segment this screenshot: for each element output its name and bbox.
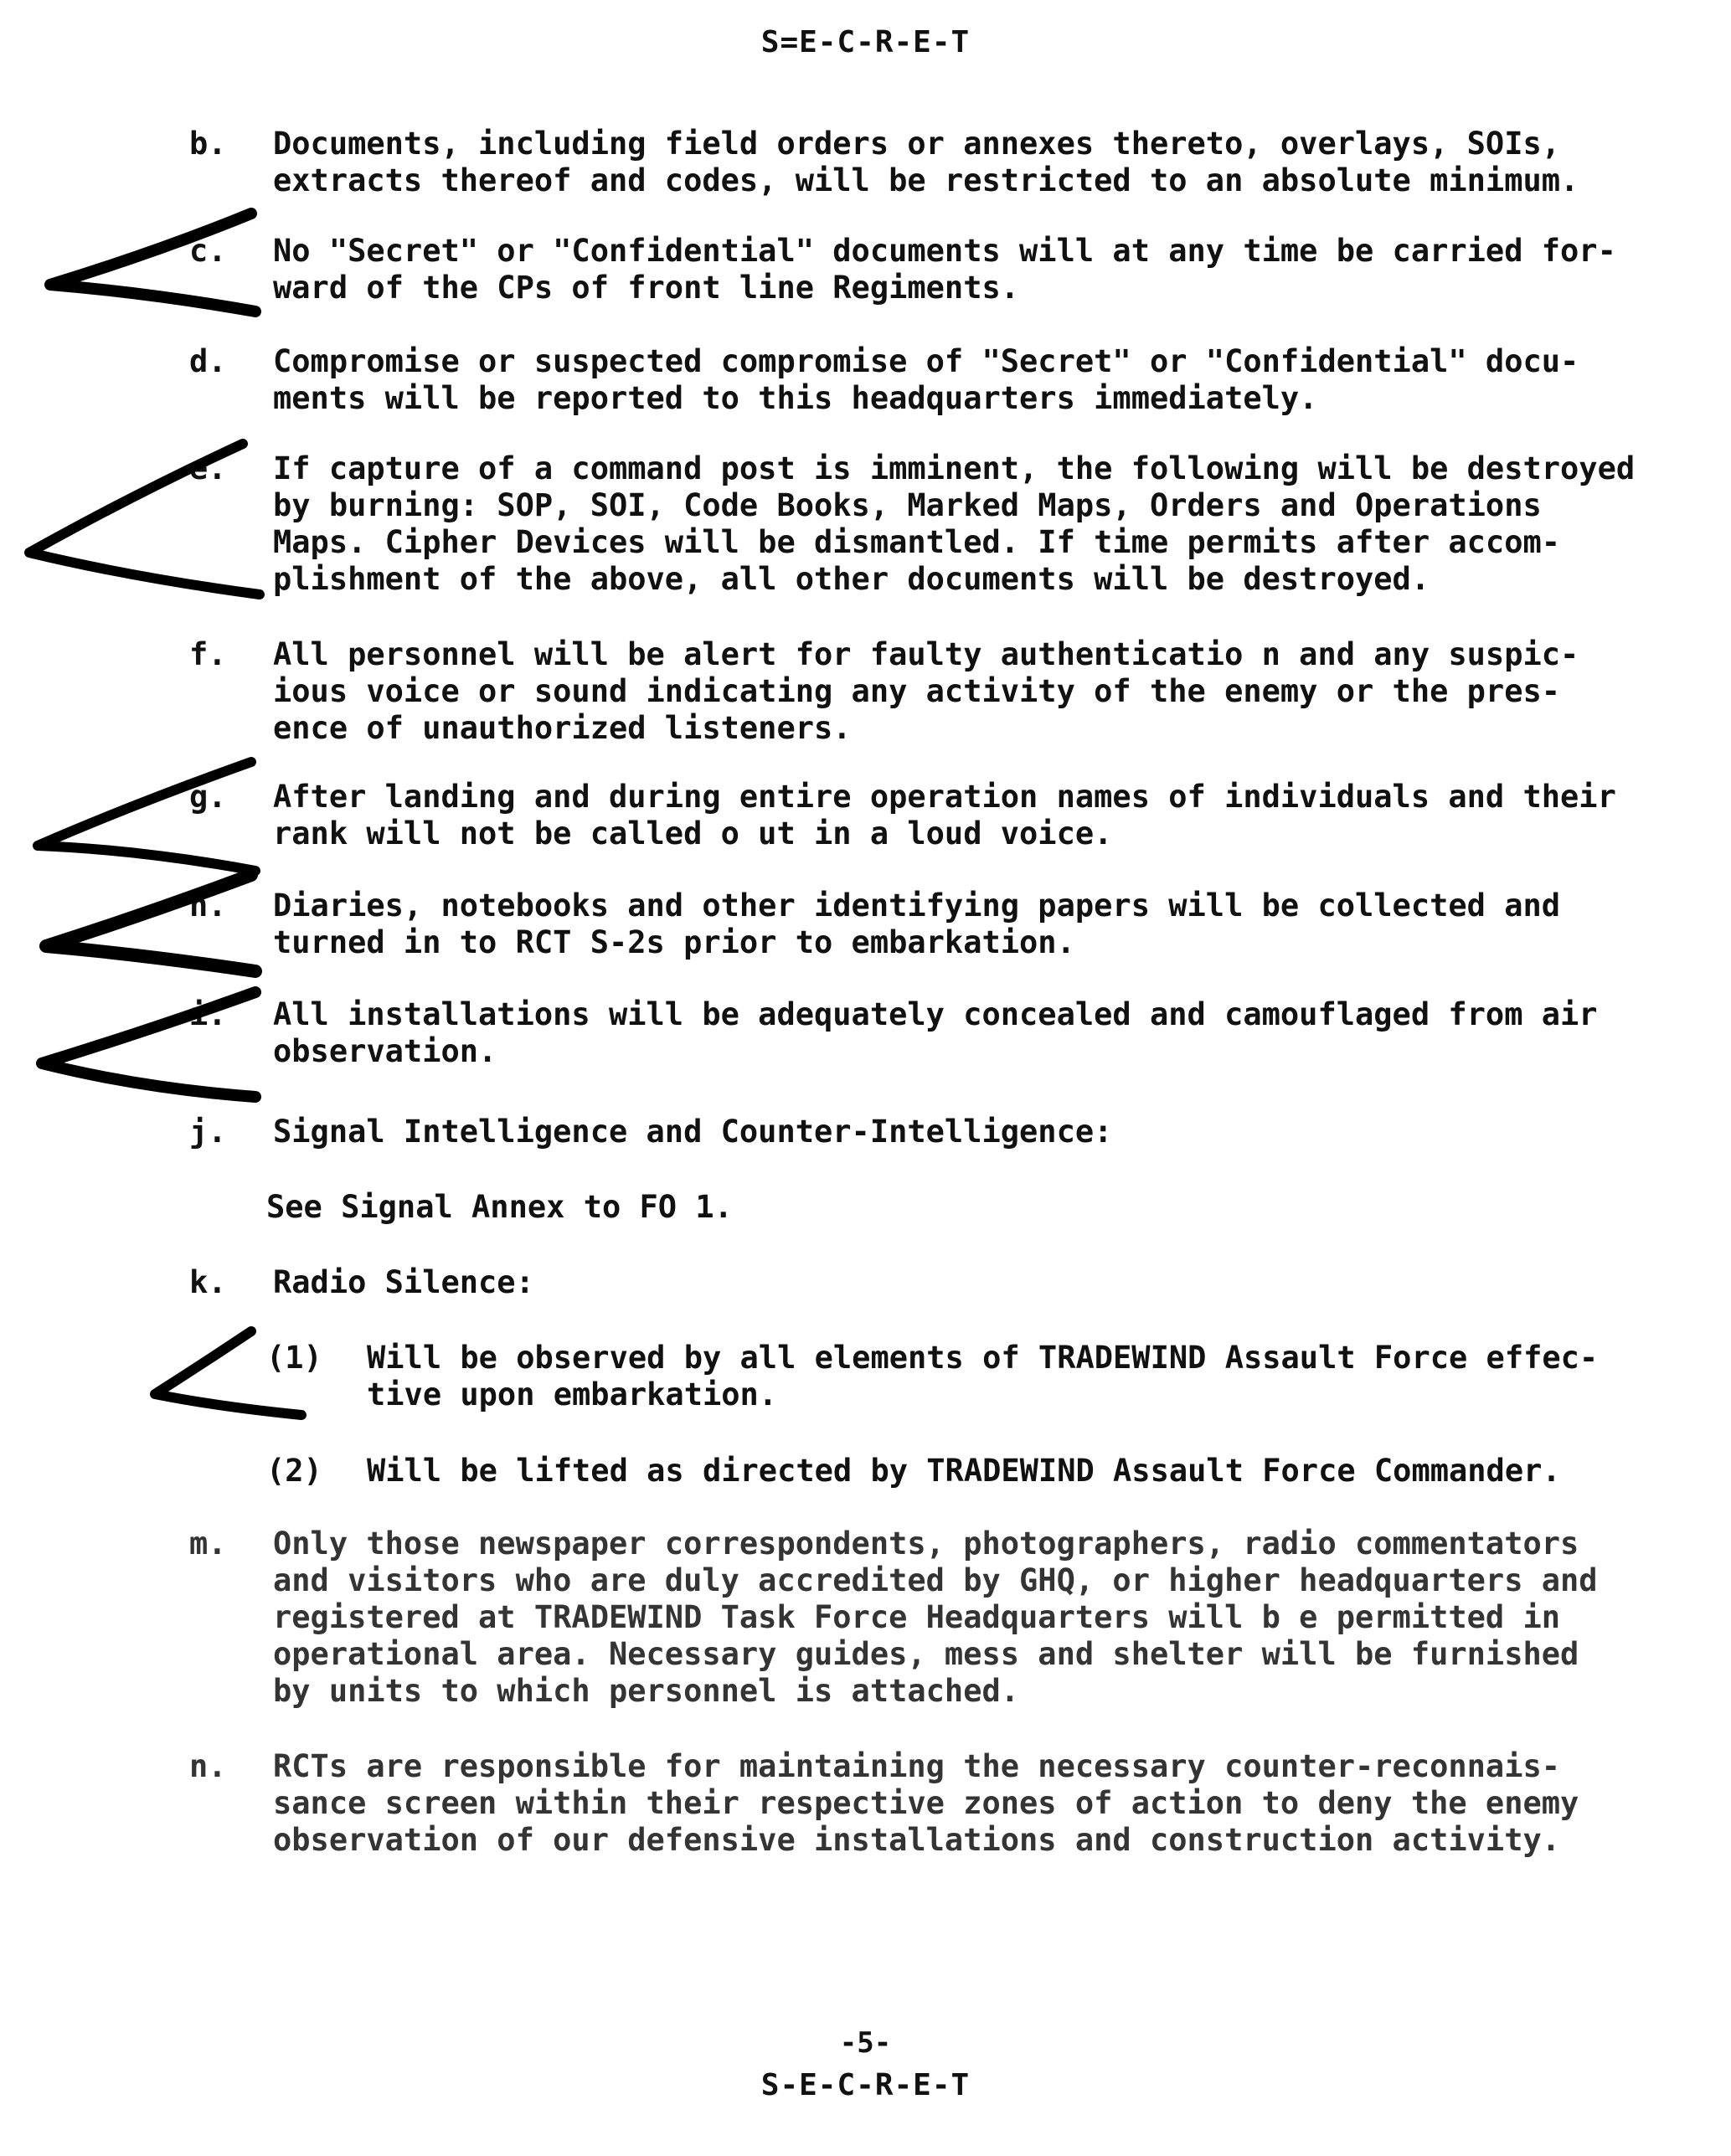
- paragraph-letter: e.: [189, 450, 227, 486]
- paragraph-n: [183, 1748, 1690, 1859]
- paragraph-text: No "Secret" or "Confidential" documents will at any time be carried for- ward of the CPs of front line Regiments.: [273, 233, 1616, 306]
- paragraph-d: [183, 343, 1690, 417]
- paragraph-e: [183, 450, 1690, 598]
- paragraph-text: All installations will be adequately concealed and camouflaged from air observation.: [273, 996, 1598, 1069]
- classification-header: S=E-C-R-E-T: [760, 25, 971, 59]
- subparagraph-text: Will be observed by all elements of TRADEWIND Assault Force effec- tive upon embarkation.: [367, 1340, 1599, 1412]
- subparagraph-number: (1): [266, 1340, 322, 1376]
- paragraph-text: Radio Silence:: [273, 1264, 534, 1300]
- paragraph-letter: n.: [189, 1748, 227, 1784]
- paragraph-i: [183, 996, 1690, 1070]
- paragraph-text: Signal Intelligence and Counter-Intelligence:: [273, 1114, 1113, 1150]
- paragraph-letter: h.: [189, 888, 227, 924]
- paragraph-b: [183, 126, 1690, 199]
- paragraph-text: After landing and during entire operation names of individuals and their rank will not be called o ut in a loud voice.: [273, 779, 1616, 852]
- paragraph-letter: f.: [189, 636, 227, 672]
- subparagraph-k2: [266, 1453, 1690, 1490]
- paragraph-text: Compromise or suspected compromise of "Secret" or "Confidential" docu- ments will be reported to this headquarters immediately.: [273, 343, 1579, 416]
- paragraph-text: RCTs are responsible for maintaining the necessary counter-reconnais- sance screen within their respective zones of action to deny the enemy observation of our defensive installations and construction activity.: [273, 1748, 1579, 1858]
- paragraph-text: Only those newspaper correspondents, photographers, radio commentators and visitors who are duly accredited by GHQ, or higher headquarters and registered at TRADEWIND Task Force Headquarters will b e permitted in operational area. Necessary guides, mess and shelter will be furnished by units to which personnel is attached.: [273, 1526, 1598, 1709]
- paragraph-text: Documents, including field orders or annexes thereto, overlays, SOIs, extracts thereof and codes, will be restricted to an absolute minimum.: [273, 126, 1579, 198]
- subparagraph-number: (2): [266, 1453, 322, 1489]
- paragraph-j: [183, 1114, 1690, 1150]
- paragraph-letter: b.: [189, 126, 227, 162]
- paragraph-f: [183, 636, 1690, 747]
- subparagraph-k1: [266, 1340, 1690, 1413]
- paragraph-j-detail: See Signal Annex to FO 1.: [266, 1189, 733, 1225]
- subparagraph-text: Will be lifted as directed by TRADEWIND Assault Force Commander.: [367, 1453, 1561, 1489]
- paragraph-letter: c.: [189, 233, 227, 269]
- paragraph-g: [183, 779, 1690, 852]
- paragraph-letter: k.: [189, 1264, 227, 1300]
- paragraph-letter: g.: [189, 779, 227, 815]
- classification-footer: S-E-C-R-E-T: [760, 2068, 971, 2102]
- paragraph-letter: d.: [189, 343, 227, 379]
- paragraph-c: [183, 233, 1690, 306]
- paragraph-text: All personnel will be alert for faulty authenticatio n and any suspic- ious voice or sound indicating any activity of the enemy or the pres- ence of unauthorized listeners.: [273, 636, 1579, 746]
- paragraph-letter: i.: [189, 996, 227, 1032]
- paragraph-text: If capture of a command post is imminent, the following will be destroyed by burning: SOP, SOI, Code Books, Marked Maps, Orders and Operations Maps. Cipher Devices will be dismantled. If time permits after accom- plishment of the above, all other documents will be destroyed.: [273, 450, 1636, 597]
- paragraph-text: Diaries, notebooks and other identifying papers will be collected and turned in to RCT S-2s prior to embarkation.: [273, 888, 1561, 960]
- paragraph-letter: j.: [189, 1114, 227, 1150]
- page-number: -5-: [839, 2026, 892, 2060]
- paragraph-m: [183, 1526, 1690, 1710]
- paragraph-k: [183, 1264, 1690, 1301]
- paragraph-letter: m.: [189, 1526, 227, 1562]
- paragraph-h: [183, 888, 1690, 961]
